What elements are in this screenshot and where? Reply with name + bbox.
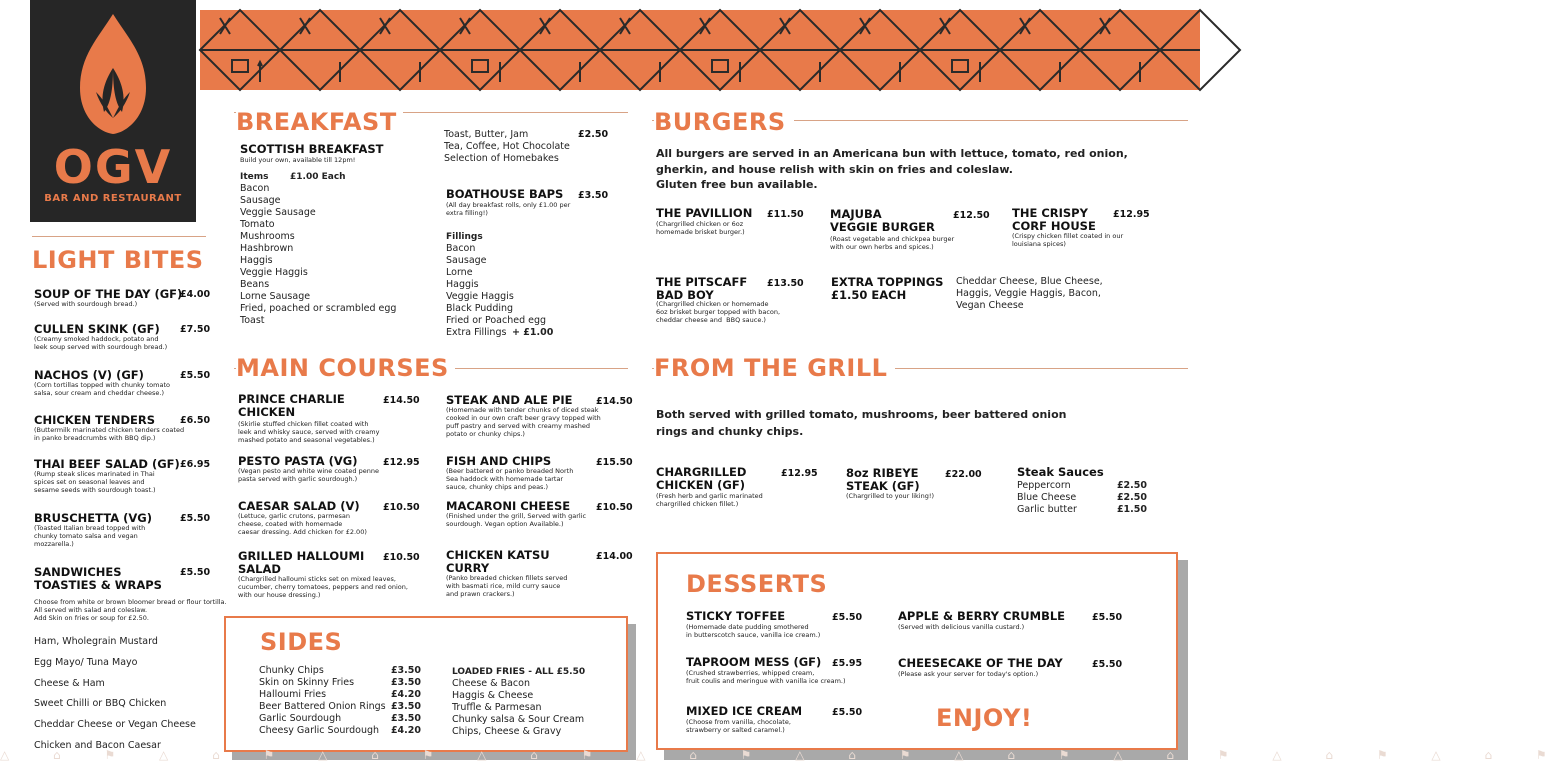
item-price: £14.00 (596, 551, 633, 562)
item-desc: (Please ask your server for today's option.) (898, 670, 1039, 678)
steak-sauces-list (1017, 480, 1147, 516)
item-desc: (Chargrilled chicken or homemade 6oz brisket burger topped with bacon, cheddar cheese and BBQ sauce.) (656, 300, 781, 324)
sides-title: SIDES (260, 628, 343, 656)
side-price: £3.50 (390, 665, 421, 676)
filling: Cheese & Ham (34, 677, 105, 689)
item-desc: (Served with sourdough bread.) (34, 300, 138, 308)
item-desc: Choose from white or brown bloomer bread or flour tortilla. All served with salad and coleslaw. Add Skin on fries or soup for £2.50. (34, 598, 227, 622)
burgers-title: BURGERS (654, 108, 794, 136)
item-name: PESTO PASTA (VG) (238, 454, 358, 468)
desserts-title: DESSERTS (686, 570, 828, 598)
sauce-price: £2.50 (1116, 480, 1147, 491)
item-desc: (Buttermilk marinated chicken tenders coated in panko breadcrumbs with BBQ dip.) (34, 426, 185, 442)
baps-fillings-list (446, 243, 546, 327)
main-courses-title: MAIN COURSES (236, 354, 455, 382)
side-row (259, 713, 421, 725)
scottish-breakfast-name: SCOTTISH BREAKFAST (240, 142, 384, 156)
extra-toppings-list: Cheddar Cheese, Blue Cheese, Haggis, Veggie Haggis, Bacon, Vegan Cheese (956, 276, 1103, 311)
side-row (259, 665, 421, 677)
bap-filling: Haggis (446, 279, 479, 290)
breakfast-item: Mushrooms (240, 231, 295, 242)
item-desc: (Crispy chicken fillet coated in our louisiana spices) (1012, 232, 1124, 248)
loaded-fries-item: Truffle & Parmesan (452, 702, 542, 713)
item-name: CHICKEN KATSU CURRY (446, 548, 550, 575)
item-price: £5.50 (1092, 659, 1123, 670)
item-price: £12.50 (953, 210, 990, 221)
sauce-row (1017, 480, 1147, 492)
extra-fillings-price: + £1.00 (512, 327, 554, 338)
filling: Cheddar Cheese or Vegan Cheese (34, 719, 196, 731)
bap-filling: Black Pudding (446, 303, 514, 314)
item-desc: (Rump steak slices marinated in Thai spices set on seasonal leaves and sesame seeds with sourdough toast.) (34, 470, 156, 494)
extra-toppings-title: EXTRA TOPPINGS £1.50 EACH (831, 275, 944, 302)
item-name: FISH AND CHIPS (446, 454, 552, 468)
item-price: £15.50 (596, 457, 633, 468)
item-desc: (Toasted Italian bread topped with chunky tomato salsa and vegan mozzarella.) (34, 524, 146, 548)
item-name: THE PAVILLION (656, 206, 753, 220)
item-price: £5.50 (1092, 612, 1123, 623)
side-price: £3.50 (390, 701, 421, 712)
item-price: £5.50 (180, 567, 211, 578)
item-price: £10.50 (383, 502, 420, 513)
item-desc: (Lettuce, garlic crutons, parmesan cheese, coated with homemade caesar dressing. Add chicken for £2.00) (238, 512, 367, 536)
item-name: THAI BEEF SALAD (GF) (34, 457, 180, 471)
logo-tagline: BAR AND RESTAURANT (44, 193, 182, 204)
side-name: Garlic Sourdough (259, 713, 342, 724)
item-name: GRILLED HALLOUMI SALAD (238, 549, 365, 576)
flame-leaf-logo-icon (58, 8, 168, 138)
item-name: PRINCE CHARLIE CHICKEN (238, 392, 345, 419)
item-name: STICKY TOFFEE (686, 609, 786, 623)
item-desc: (Corn tortillas topped with chunky tomato salsa, sour cream and cheddar cheese.) (34, 381, 170, 397)
filling: Sweet Chilli or BBQ Chicken (34, 698, 167, 710)
bap-filling: Veggie Haggis (446, 291, 514, 302)
item-desc: (Homemade with tender chunks of diced steak cooked in our own craft beer gravy topped with puff pastry and served with creamy mashed potato or chunky chips.) (446, 406, 601, 438)
item-desc: (Homemade date pudding smothered in butterscotch sauce, vanilla ice cream.) (686, 623, 821, 639)
item-name: STEAK AND ALE PIE (446, 393, 573, 407)
loaded-fries-list (452, 678, 584, 738)
extra-item: Selection of Homebakes (444, 153, 559, 164)
breakfast-item: Sausage (240, 195, 281, 206)
item-desc: (Creamy smoked haddock, potato and leek soup served with sourdough bread.) (34, 335, 168, 351)
boathouse-baps-price: £3.50 (578, 190, 609, 201)
item-desc: (Crushed strawberries, whipped cream, fruit coulis and meringue with vanilla ice cream.) (686, 669, 846, 685)
loaded-fries-item: Chips, Cheese & Gravy (452, 726, 562, 737)
breakfast-item: Toast (240, 315, 265, 326)
breakfast-item: Hashbrown (240, 243, 294, 254)
item-price: £12.95 (781, 468, 818, 479)
item-desc: (Skirlie stuffed chicken fillet coated with leek and whisky sauce, served with creamy mashed potato and seasonal vegetables.) (238, 420, 380, 444)
divider (32, 236, 206, 237)
breakfast-item: Veggie Sausage (240, 207, 316, 218)
item-price: £5.50 (832, 707, 863, 718)
filling: Ham, Wholegrain Mustard (34, 636, 158, 647)
logo-name: OGV (53, 140, 173, 194)
item-name: BRUSCHETTA (VG) (34, 511, 152, 525)
bap-filling: Sausage (446, 255, 487, 266)
item-name: MAJUBA VEGGIE BURGER (830, 207, 935, 234)
item-price: £5.50 (180, 513, 211, 524)
boathouse-baps-name: BOATHOUSE BAPS (446, 187, 564, 201)
item-price: £22.00 (945, 469, 982, 480)
grill-intro: Both served with grilled tomato, mushrooms, beer battered onion rings and chunky chips. (656, 408, 1067, 438)
item-price: £6.95 (180, 459, 211, 470)
item-price: £14.50 (596, 396, 633, 407)
item-name: 8oz RIBEYE STEAK (GF) (846, 466, 920, 493)
item-desc: (Choose from vanilla, chocolate, strawberry or salted caramel.) (686, 718, 791, 734)
breakfast-item: Tomato (240, 219, 275, 230)
item-name: APPLE & BERRY CRUMBLE (898, 609, 1066, 623)
side-price: £3.50 (390, 677, 421, 688)
grill-title: FROM THE GRILL (654, 354, 895, 382)
sauce-price: £2.50 (1116, 492, 1147, 503)
loaded-fries-item: Chunky salsa & Sour Cream (452, 714, 585, 725)
item-name: CHICKEN TENDERS (34, 413, 156, 427)
item-name: MACARONI CHEESE (446, 499, 571, 513)
breakfast-extras (444, 129, 570, 165)
side-row (259, 701, 421, 713)
loaded-fries-item: Cheese & Bacon (452, 678, 530, 689)
item-price: £6.50 (180, 415, 211, 426)
loaded-fries-title: LOADED FRIES - ALL £5.50 (452, 667, 586, 677)
item-desc: (Roast vegetable and chickpea burger with our own herbs and spices.) (830, 235, 955, 251)
fillings-label: Fillings (446, 232, 483, 242)
item-name: SANDWICHES TOASTIES & WRAPS (34, 565, 162, 592)
sauce-name: Garlic butter (1017, 504, 1077, 515)
item-price: £4.00 (180, 289, 211, 300)
bap-filling: Fried or Poached egg (446, 315, 547, 326)
item-price: £5.50 (180, 370, 211, 381)
filling: Egg Mayo/ Tuna Mayo (34, 656, 138, 668)
item-desc: (Finished under the grill, Served with garlic sourdough. Vegan option Available.) (446, 512, 587, 528)
item-price: £11.50 (767, 209, 804, 220)
sauce-row (1017, 492, 1147, 504)
sauce-name: Blue Cheese (1017, 492, 1077, 503)
item-desc: (Vegan pesto and white wine coated penne pasta served with garlic sourdough.) (238, 467, 379, 483)
item-price: £12.95 (383, 457, 420, 468)
bap-filling: Bacon (446, 243, 476, 254)
extra-fillings-label: Extra Fillings (446, 327, 507, 338)
item-desc: (Chargrilled chicken or 6oz homemade brisket burger.) (656, 220, 745, 236)
item-name: THE PITSCAFF BAD BOY (656, 275, 748, 302)
item-name: CAESAR SALAD (V) (238, 499, 360, 513)
item-desc: (Chargrilled to your liking!) (846, 492, 934, 500)
breakfast-item: Lorne Sausage (240, 291, 311, 302)
sandwich-fillings (34, 632, 196, 757)
extras-price: £2.50 (578, 129, 609, 140)
item-name: THE CRISPY CORF HOUSE (1012, 206, 1096, 233)
sauce-row (1017, 504, 1147, 516)
item-price: £14.50 (383, 395, 420, 406)
side-row (259, 677, 421, 689)
item-price: £12.95 (1113, 209, 1150, 220)
bap-filling: Lorne (446, 267, 473, 278)
item-desc: (Panko breaded chicken fillets served with basmati rice, mild curry sauce and prawn crackers.) (446, 574, 568, 598)
side-name: Beer Battered Onion Rings (259, 701, 386, 712)
item-name: CHEESECAKE OF THE DAY (898, 656, 1063, 670)
side-price: £3.50 (390, 713, 421, 724)
burgers-intro: All burgers are served in an Americana bun with lettuce, tomato, red onion, gherkin, and house relish with skin on fries and coleslaw. Gluten free bun available. (656, 147, 1128, 191)
item-name: NACHOS (V) (GF) (34, 368, 144, 382)
items-price: £1.00 Each (290, 172, 346, 182)
item-price: £7.50 (180, 324, 211, 335)
sides-list (259, 665, 421, 737)
item-desc: (Chargrilled halloumi sticks set on mixed leaves, cucumber, cherry tomatoes, peppers and red onion, with our house dressing.) (238, 575, 408, 599)
extra-item: Toast, Butter, Jam (444, 129, 529, 140)
item-name: CHARGRILLED CHICKEN (GF) (656, 465, 747, 492)
sauce-price: £1.50 (1116, 504, 1147, 515)
item-desc: (Fresh herb and garlic marinated chargrilled chicken fillet.) (656, 492, 763, 508)
logo (30, 0, 196, 222)
side-name: Halloumi Fries (259, 689, 327, 700)
sides-box (224, 616, 628, 752)
side-name: Chunky Chips (259, 665, 324, 676)
breakfast-item: Haggis (240, 255, 273, 266)
item-desc: (Served with delicious vanilla custard.) (898, 623, 1025, 631)
side-price: £4.20 (390, 725, 421, 736)
item-name: CULLEN SKINK (GF) (34, 322, 160, 336)
side-row (259, 725, 421, 737)
side-name: Cheesy Garlic Sourdough (259, 725, 380, 736)
enjoy-text: ENJOY! (936, 704, 1033, 732)
steak-sauces-title: Steak Sauces (1017, 465, 1104, 479)
scottish-breakfast-desc: Build your own, available till 12pm! (240, 156, 356, 164)
side-name: Skin on Skinny Fries (259, 677, 355, 688)
item-price: £10.50 (596, 502, 633, 513)
boathouse-baps-desc: (All day breakfast rolls, only £1.00 per extra filling!) (446, 201, 571, 217)
breakfast-item: Beans (240, 279, 270, 290)
sauce-name: Peppercorn (1017, 480, 1071, 491)
extra-item: Tea, Coffee, Hot Chocolate (444, 141, 570, 152)
breakfast-title: BREAKFAST (236, 108, 403, 136)
item-price: £13.50 (767, 278, 804, 289)
item-name: MIXED ICE CREAM (686, 704, 803, 718)
breakfast-items-list (240, 183, 396, 327)
item-desc: (Beer battered or panko breaded North Sea haddock with homemade tartar sauce, chunky chips and peas.) (446, 467, 574, 491)
side-row (259, 689, 421, 701)
item-price: £10.50 (383, 552, 420, 563)
breakfast-item: Bacon (240, 183, 270, 194)
breakfast-item: Fried, poached or scrambled egg (240, 303, 397, 314)
decorative-footer-pattern: △ ⌂ ⚑ △ ⌂ ⚑ △ ⌂ ⚑ △ ⌂ ⚑ △ ⌂ ⚑ △ ⌂ ⚑ △ ⌂ ⚑ △ ⌂ ⚑ △ ⌂ ⚑ △ ⌂ ⚑ (0, 748, 1567, 762)
light-bites-title: LIGHT BITES (32, 246, 204, 274)
item-price: £5.95 (832, 658, 863, 669)
item-name: TAPROOM MESS (GF) (686, 655, 822, 669)
loaded-fries-item: Haggis & Cheese (452, 690, 534, 701)
item-name: SOUP OF THE DAY (GF) (34, 287, 183, 301)
side-price: £4.20 (390, 689, 421, 700)
items-label: Items (240, 172, 269, 182)
breakfast-item: Veggie Haggis (240, 267, 308, 278)
golf-pattern-band (200, 10, 1200, 90)
item-price: £5.50 (832, 612, 863, 623)
filling: Chicken and Bacon Caesar (34, 739, 161, 751)
desserts-box (656, 552, 1178, 750)
